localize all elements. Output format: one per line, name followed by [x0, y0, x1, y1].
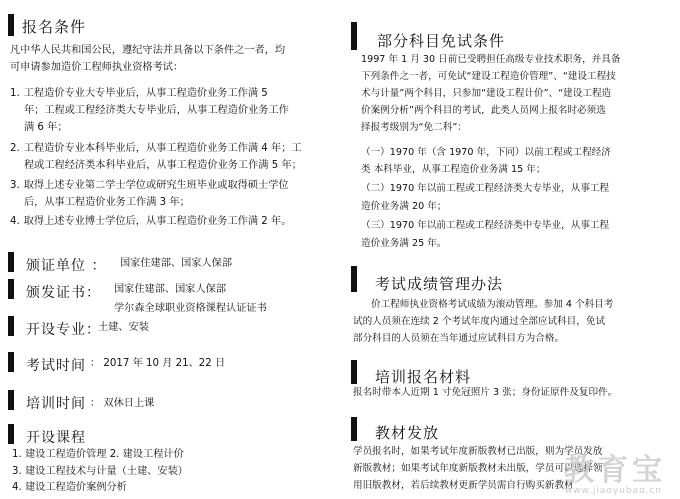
- requirements-title: 报名条件: [22, 18, 87, 36]
- score-mgmt-line-1: 价工程师执业资格考试成绩为滚动管理。参加 4 个科目考: [371, 299, 614, 310]
- certificate-label: 颁发证书：: [26, 285, 101, 301]
- requirement-item-3-line-2: 后，从事工程造价业务工作满 3 年；: [24, 197, 190, 208]
- section-bar: [351, 360, 357, 384]
- section-bar: [8, 316, 14, 336]
- major-label: 开设专业：: [26, 322, 101, 338]
- exam-time-value: ： 2017 年 10 月 21、22 日: [90, 358, 226, 369]
- requirements-intro-2: 可申请参加造价工程师执业资格考试：: [10, 62, 184, 73]
- certificate-value-1: 国家住建部、国家人保部: [114, 284, 227, 295]
- courses-title: 开设课程: [26, 430, 86, 446]
- requirement-item-2-line-2: 程或工程经济类本科毕业后，从事工程造价业务工作满 5 年；: [24, 160, 302, 171]
- requirement-item-3: [10, 179, 289, 193]
- exemption-line-5: 择报考级别为“免二科”：: [361, 122, 467, 133]
- condition-2-line-2: 造价业务满 20 年；: [361, 201, 447, 212]
- textbook-title: 教材发放: [375, 424, 440, 442]
- course-line-1: 1. 建设工程造价管理 2. 建设工程计价: [12, 449, 184, 460]
- requirement-item-1-line-2: 年；工程或工程经济类大专毕业后，从事工程造价业务工作: [24, 105, 289, 116]
- section-bar: [351, 22, 357, 50]
- score-mgmt-title: 考试成绩管理办法: [375, 275, 504, 293]
- exemption-line-2: 下列条件之一者，可免试“建设工程造价管理”、“建设工程技: [361, 71, 616, 82]
- exemption-line-4: 价案例分析”两个科目的考试，此类人员网上报名时必须选: [361, 105, 606, 116]
- section-bar: [351, 417, 357, 441]
- section-bar: [8, 14, 14, 36]
- condition-2-line-1: （二）1970 年以前工程或工程经济类大专毕业，从事工程: [361, 183, 610, 194]
- score-mgmt-line-3: 部分科目的人员须在当年通过应试科目方为合格。: [353, 333, 565, 344]
- exam-time-label: 考试时间: [26, 358, 86, 374]
- requirement-item-2: [10, 142, 302, 156]
- item-text: 取得上述专业博士学位后，从事工程造价业务工作满 2 年。: [23, 216, 292, 227]
- materials-title: 培训报名材料: [375, 368, 472, 386]
- textbook-line-1: 学员报名时，如果考试年度新版教材已出版，则为学员发放: [353, 446, 603, 457]
- requirements-intro-1: 凡中华人民共和国公民，遵纪守法并具备以下条件之一者，均: [10, 45, 286, 56]
- condition-3-line-2: 造价业务满 25 年。: [361, 238, 447, 249]
- section-bar: [8, 352, 14, 372]
- training-time-value: ： 双休日上课: [90, 398, 155, 409]
- course-line-3: 4. 建设工程造价案例分析: [12, 482, 127, 493]
- certificate-value-2: 学尔森全球职业资格课程认证证书: [114, 303, 267, 314]
- condition-3-line-1: （三）1970 年以前工程或工程经济类中专毕业，从事工程: [361, 220, 610, 231]
- requirement-item-4: [10, 215, 291, 229]
- issuer-label: 颁证单位 ：: [26, 258, 107, 274]
- textbook-line-2: 新版教材；如果考试年度新版教材未出版，学员可以选择领: [353, 463, 603, 474]
- item-number: 1.: [10, 88, 20, 99]
- section-bar: [8, 279, 14, 299]
- condition-1-line-2: 类 本科毕业，从事工程造价业务满 15 年；: [361, 164, 546, 175]
- item-number: 3.: [10, 180, 20, 191]
- section-bar: [351, 266, 357, 292]
- materials-text: 报名时带本人近期 1 寸免冠照片 3 张；身份证原件及复印件。: [353, 387, 618, 398]
- training-time-label: 培训时间: [26, 396, 86, 412]
- issuer-value: 国家住建部、国家人保部: [120, 258, 233, 269]
- section-bar: [8, 424, 14, 444]
- major-value: 土建、安装: [98, 322, 149, 333]
- exemption-line-1: 1997 年 1 月 30 日前已受聘担任高级专业技术职务，并具备: [361, 54, 621, 65]
- watermark-url: www.jiaoyubao.cn: [564, 486, 662, 496]
- item-text: 取得上述专业第二学士学位或研究生班毕业或取得硕士学位: [23, 180, 289, 191]
- item-number: 2.: [10, 143, 20, 154]
- section-bar: [8, 390, 14, 410]
- requirement-item-1: [10, 87, 268, 101]
- course-line-2: 3. 建设工程技术与计量（土建、安装）: [12, 466, 188, 477]
- item-number: 4.: [10, 216, 20, 227]
- exemption-line-3: 术与计量”两个科目，只参加“建设工程计价”、“建设工程造: [361, 88, 612, 99]
- right-column: [345, 0, 680, 499]
- item-text: 工程造价专业大专毕业后，从事工程造价业务工作满 5: [23, 88, 268, 99]
- section-bar: [8, 252, 14, 272]
- textbook-line-3: 用旧版教材，若后续教材更新学员需自行购买新教材: [353, 480, 574, 491]
- item-text: 工程造价专业本科毕业后，从事工程造价业务工作满 4 年；工: [23, 143, 302, 154]
- condition-1-line-1: （一）1970 年（含 1970 年，下同）以前工程或工程经济: [361, 147, 611, 158]
- score-mgmt-line-2: 试的人员须在连续 2 个考试年度内通过全部应试科目，免试: [353, 316, 606, 327]
- watermark-logo: 教育宝: [564, 453, 666, 488]
- requirement-item-1-line-3: 满 6 年；: [24, 122, 68, 133]
- exemption-title: 部分科目免试条件: [377, 32, 506, 50]
